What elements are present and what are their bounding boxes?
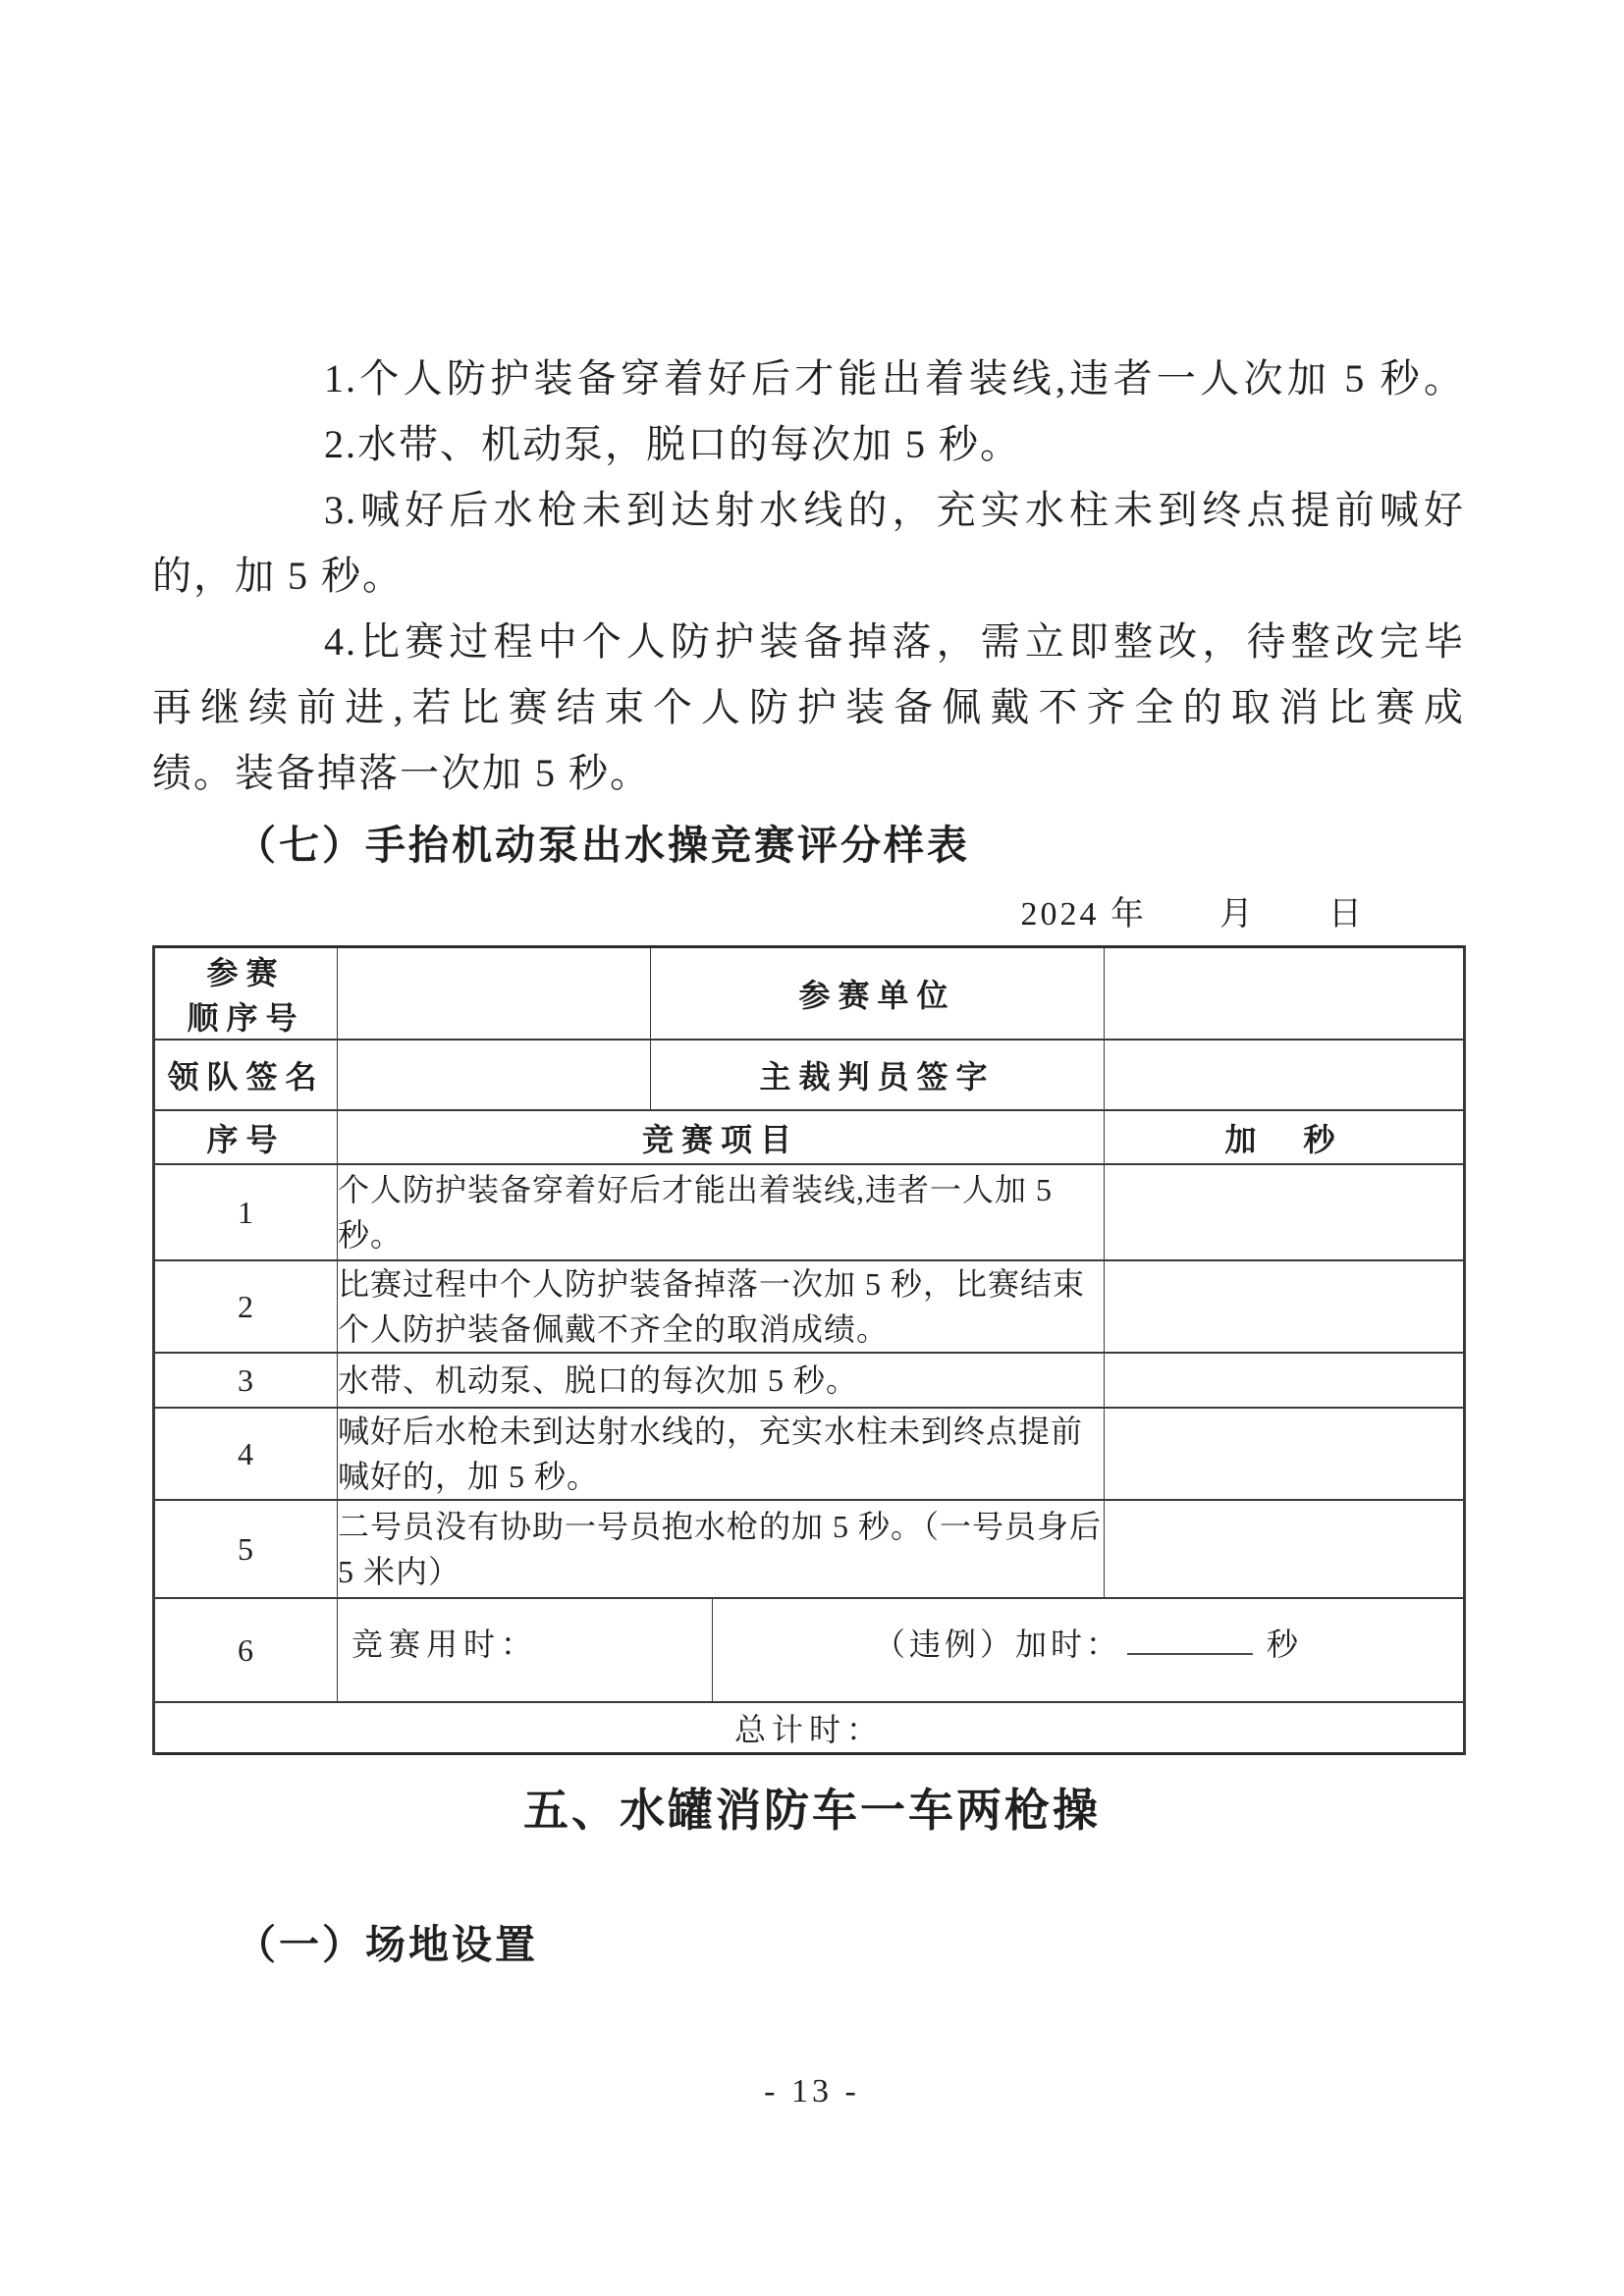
table-row xyxy=(154,1040,1465,1110)
entry-order-label-cell xyxy=(154,947,338,1041)
paragraph-line: 绩。装备掉落一次加 5 秒。 xyxy=(152,751,651,795)
table-row xyxy=(154,1408,1465,1500)
section-5-heading: 五、水罐消防车一车两枪操 xyxy=(523,1785,1101,1836)
participating-unit-value-cell xyxy=(1105,947,1465,1041)
competition-time-label: 竞赛用时： xyxy=(352,1627,539,1662)
column-header-no: 序号 xyxy=(154,1110,338,1164)
paragraph-line: 的，加 5 秒。 xyxy=(152,554,404,598)
entry-order-label-line1: 参赛 xyxy=(206,955,286,990)
row-add-seconds-cell xyxy=(1105,1500,1465,1598)
paragraph-line: 3.喊好后水枪未到达射水线的，充实水柱未到终点提前喊好 xyxy=(324,488,1465,532)
team-leader-signature-value-cell xyxy=(338,1040,651,1110)
table-row xyxy=(154,1500,1465,1598)
row-item-text: 二号员没有协助一号员抱水枪的加 5 秒。（一号员身后 5 米内） xyxy=(338,1500,1105,1598)
table-row xyxy=(154,1164,1465,1260)
row-add-seconds-cell xyxy=(1105,1164,1465,1260)
penalty-time-wrap xyxy=(874,1620,1302,1681)
entry-order-value-cell xyxy=(338,947,651,1041)
body-paragraphs xyxy=(152,346,1465,806)
table-row xyxy=(154,1353,1465,1408)
row-item-text: 比赛过程中个人防护装备掉落一次加 5 秒，比赛结束个人防护装备佩戴不齐全的取消成绩。 xyxy=(338,1260,1105,1353)
table-row xyxy=(154,1260,1465,1353)
row-number: 6 xyxy=(154,1598,338,1702)
row-number: 1 xyxy=(154,1164,338,1260)
penalty-time-cell xyxy=(713,1598,1465,1702)
row-item-text: 个人防护装备穿着好后才能出着装线,违者一人加 5 秒。 xyxy=(338,1164,1105,1260)
row-item-text: 水带、机动泵、脱口的每次加 5 秒。 xyxy=(338,1353,1105,1408)
participating-unit-label-cell: 参赛单位 xyxy=(651,947,1105,1041)
date-line: 2024 年 月 日 xyxy=(1020,896,1365,933)
competition-time-cell xyxy=(338,1598,713,1702)
row-add-seconds-cell xyxy=(1105,1408,1465,1500)
penalty-time-label: （违例）加时： xyxy=(873,1627,1121,1662)
row-number: 2 xyxy=(154,1260,338,1353)
paragraph-line: 再继续前进,若比赛结束个人防护装备佩戴不齐全的取消比赛成 xyxy=(152,685,1465,729)
chief-referee-signature-label-cell: 主裁判员签字 xyxy=(651,1040,1105,1110)
fill-in-blank-line xyxy=(1127,1622,1253,1655)
penalty-unit-label: 秒 xyxy=(1267,1627,1303,1662)
table-row xyxy=(154,947,1465,1041)
paragraph-line: 1.个人防护装备穿着好后才能出着装线,违者一人次加 5 秒。 xyxy=(324,356,1465,400)
team-leader-signature-label-cell: 领队签名 xyxy=(154,1040,338,1110)
chief-referee-signature-value-cell xyxy=(1105,1040,1465,1110)
column-header-item: 竞赛项目 xyxy=(338,1110,1105,1164)
row-item-text: 喊好后水枪未到达射水线的，充实水柱未到终点提前喊好的，加 5 秒。 xyxy=(338,1408,1105,1500)
subsection-1-heading: （一）场地设置 xyxy=(236,1922,538,1967)
table-total-row xyxy=(154,1702,1465,1753)
row-number: 5 xyxy=(154,1500,338,1598)
table-header-row xyxy=(154,1110,1465,1164)
page-number: - 13 - xyxy=(764,2073,860,2109)
score-table xyxy=(152,945,1466,1755)
row-number: 3 xyxy=(154,1353,338,1408)
section-7-heading: （七）手抬机动泵出水操竞赛评分样表 xyxy=(236,823,970,868)
row-add-seconds-cell xyxy=(1105,1353,1465,1408)
row-number: 4 xyxy=(154,1408,338,1500)
row-add-seconds-cell xyxy=(1105,1260,1465,1353)
table-row xyxy=(154,1598,1465,1702)
paragraph-line: 4.比赛过程中个人防护装备掉落，需立即整改，待整改完毕 xyxy=(324,619,1465,664)
total-time-cell xyxy=(154,1702,1465,1753)
entry-order-label-line2: 顺序号 xyxy=(187,1000,305,1036)
paragraph-line: 2.水带、机动泵，脱口的每次加 5 秒。 xyxy=(324,422,1021,466)
total-time-label: 总计时： xyxy=(734,1711,885,1747)
column-header-add-seconds: 加 秒 xyxy=(1105,1110,1465,1164)
